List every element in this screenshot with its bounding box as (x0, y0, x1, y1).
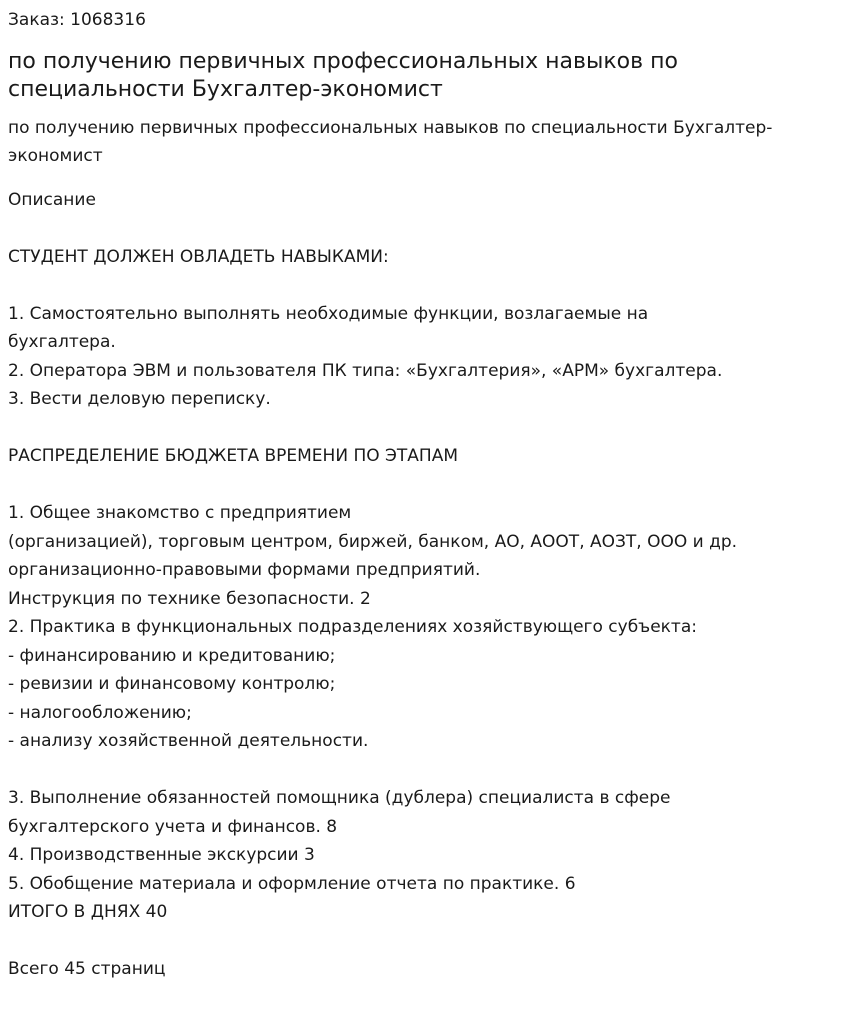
text-line: - налогообложению; (8, 702, 192, 723)
blank-line (8, 214, 839, 243)
text-line: - финансированию и кредитованию; (8, 645, 336, 666)
text-line: организационно-правовыми формами предприятий. (8, 560, 481, 580)
blank-line (8, 927, 839, 956)
text-line: 2. Оператора ЭВМ и пользователя ПК типа: «Бухгалтерия», «АРМ» бухгалтера. (8, 360, 723, 381)
text-line: бухгалтерского учета и финансов. 8 (8, 816, 338, 837)
description-label: Описание (8, 190, 96, 210)
text-line: Всего 45 страниц (8, 959, 166, 979)
description-body (8, 214, 839, 984)
text-line: 1. Общее знакомство с предприятием (8, 503, 352, 523)
text-line: 4. Производственные экскурсии 3 (8, 845, 315, 865)
text-line: 2. Практика в функциональных подразделениях хозяйствующего субъекта: (8, 617, 697, 637)
order-number: Заказ: 1068316 (8, 10, 146, 30)
text-line: 3. Выполнение обязанностей помощника (дублера) специалиста в сфере (8, 788, 671, 808)
document-subtitle: по получению первичных профессиональных навыков по специальности Бухгалтер-экономист (8, 118, 773, 166)
text-line: СТУДЕНТ ДОЛЖЕН ОВЛАДЕТЬ НАВЫКАМИ: (8, 246, 389, 267)
text-line: - ревизии и финансовому контролю; (8, 674, 336, 694)
text-line: Инструкция по технике безопасности. 2 (8, 588, 371, 609)
text-line: (организацией), торговым центром, биржей, банком, АО, АООТ, АОЗТ, ООО и др. (8, 531, 738, 552)
text-line: 5. Обобщение материала и оформление отчета по практике. 6 (8, 873, 576, 894)
blank-line (8, 271, 839, 300)
text-line: бухгалтера. (8, 332, 116, 352)
blank-line (8, 756, 839, 785)
blank-line (8, 414, 839, 443)
text-line: 3. Вести деловую переписку. (8, 389, 271, 409)
document-title: по получению первичных профессиональных навыков по специальности Бухгалтер-экономист (8, 49, 678, 102)
text-line: 1. Самостоятельно выполнять необходимые функции, возлагаемые на (8, 303, 649, 324)
blank-line (8, 471, 839, 500)
text-line: - анализу хозяйственной деятельности. (8, 731, 369, 751)
text-line: ИТОГО В ДНЯХ 40 (8, 902, 168, 922)
text-line: РАСПРЕДЕЛЕНИЕ БЮДЖЕТА ВРЕМЕНИ ПО ЭТАПАМ (8, 446, 458, 466)
